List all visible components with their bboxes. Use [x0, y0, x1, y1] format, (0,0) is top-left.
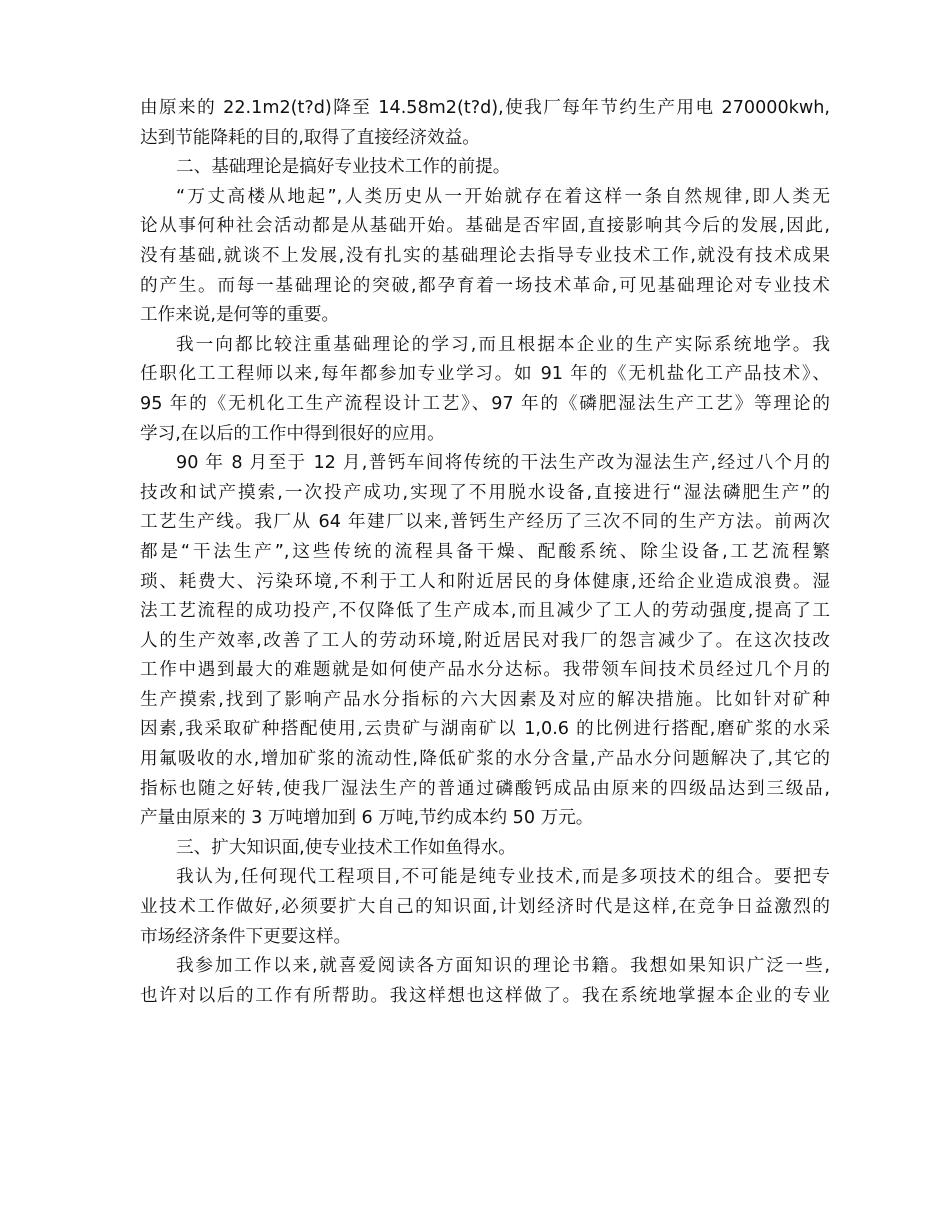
text-line: 因素,我采取矿种搭配使用,云贵矿与湖南矿以 1,0.6 的比例进行搭配,磨矿浆的水采	[140, 719, 830, 740]
text-line: 琐、耗费大、污染环境,不利于工人和附近居民的身体健康,还给企业造成浪费。湿	[140, 571, 830, 592]
text-line: 由原来的 22.1m2(t?d)降至 14.58m2(t?d),使我厂每年节约生产用电 270000kwh,	[140, 98, 830, 118]
text-line: 学习,在以后的工作中得到很好的应用。	[140, 423, 445, 444]
text-line: 任职化工工程师以来,每年都参加专业学习。如 91 年的《无机盐化工产品技术》、	[140, 364, 830, 385]
text-line: 我参加工作以来,就喜爱阅读各方面知识的理论书籍。我想如果知识广泛一些,	[176, 956, 830, 977]
text-line: 没有基础,就谈不上发展,没有扎实的基础理论去指导专业技术工作,就没有技术成果	[140, 245, 830, 266]
text-line: 我一向都比较注重基础理论的学习,而且根据本企业的生产实际系统地学。我	[176, 334, 830, 355]
text-line: 都是“干法生产”,这些传统的流程具备干燥、配酸系统、除尘设备,工艺流程繁	[140, 541, 830, 562]
text-line: 市场经济条件下更要这样。	[140, 926, 352, 947]
text-line: 的产生。而每一基础理论的突破,都孕育着一场技术革命,可见基础理论对专业技术	[140, 275, 830, 296]
text-line: 用氟吸收的水,增加矿浆的流动性,降低矿浆的水分含量,产品水分问题解决了,其它的	[140, 749, 830, 770]
text-line: 法工艺流程的成功投产,不仅降低了生产成本,而且减少了工人的劳动强度,提高了工	[140, 601, 830, 622]
text-line: 也许对以后的工作有所帮助。我这样想也这样做了。我在系统地掌握本企业的专业	[140, 985, 830, 1006]
text-line: 90 年 8 月至于 12 月,普钙车间将传统的干法生产改为湿法生产,经过八个月的	[176, 453, 830, 474]
text-line: 人的生产效率,改善了工人的劳动环境,附近居民对我厂的怨言减少了。在这次技改	[140, 630, 830, 651]
text-line: 三、扩大知识面,使专业技术工作如鱼得水。	[176, 837, 516, 858]
text-line: “万丈高楼从地起”,人类历史从一开始就存在着这样一条自然规律,即人类无	[176, 186, 830, 207]
text-line: 工作中遇到最大的难题就是如何使产品水分达标。我带领车间技术员经过几个月的	[140, 660, 830, 681]
text-line: 达到节能降耗的目的,取得了直接经济效益。	[140, 127, 480, 148]
text-line: 二、基础理论是搞好专业技术工作的前提。	[176, 157, 511, 178]
text-line: 工作来说,是何等的重要。	[140, 305, 340, 326]
text-line: 生产摸索,找到了影响产品水分指标的六大因素及对应的解决措施。比如针对矿种	[140, 689, 830, 710]
text-line: 我认为,任何现代工程项目,不可能是纯专业技术,而是多项技术的组合。要把专	[176, 867, 830, 888]
text-line: 论从事何种社会活动都是从基础开始。基础是否牢固,直接影响其今后的发展,因此,	[140, 216, 830, 237]
text-line: 指标也随之好转,使我厂湿法生产的普通过磷酸钙成品由原来的四级品达到三级品,	[140, 778, 830, 799]
text-line: 技改和试产摸索,一次投产成功,实现了不用脱水设备,直接进行“湿法磷肥生产”的	[140, 482, 830, 503]
text-line: 产量由原来的 3 万吨增加到 6 万吨,节约成本约 50 万元。	[140, 808, 594, 829]
text-line: 95 年的《无机化工生产流程设计工艺》、97 年的《磷肥湿法生产工艺》等理论的	[140, 393, 830, 414]
text-line: 工艺生产线。我厂从 64 年建厂以来,普钙生产经历了三次不同的生产方法。前两次	[140, 512, 830, 533]
document-body	[140, 94, 830, 1011]
text-line: 业技术工作做好,必须要扩大自己的知识面,计划经济时代是这样,在竞争日益激烈的	[140, 897, 830, 918]
